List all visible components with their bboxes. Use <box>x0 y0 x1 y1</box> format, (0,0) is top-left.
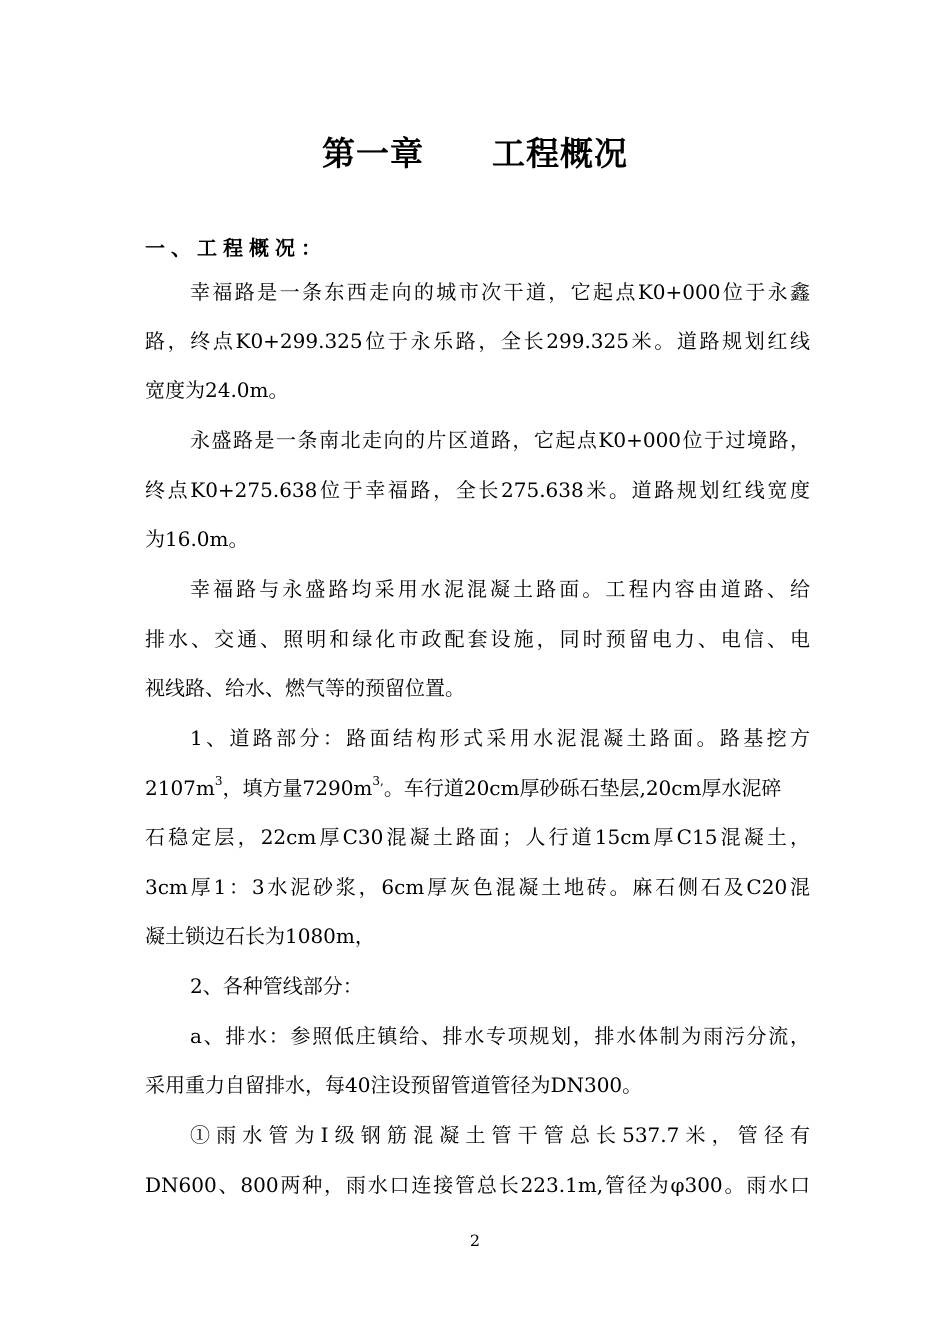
section-heading: 一、工程概况： <box>145 236 327 260</box>
paragraph-line-rest: 。车行道20cm厚砂砾石垫层,20cm厚水泥碎 <box>383 776 782 800</box>
paragraph-line: 永盛路是一条南北走向的片区道路，它起点K0+000位于过境路， <box>190 428 810 452</box>
paragraph-line: 石稳定层，22cm厚C30混凝土路面；人行道15cm厚C15混凝土， <box>145 825 810 849</box>
paragraph-line: 幸福路与永盛路均采用水泥混凝土路面。工程内容由道路、给 <box>190 577 810 601</box>
earthwork-volume-line <box>145 773 810 803</box>
paragraph-line: 1、道路部分：路面结构形式采用水泥混凝土路面。路基挖方 <box>190 726 810 750</box>
cut-volume-exponent: 3 <box>214 774 223 788</box>
paragraph-line: 宽度为24.0m。 <box>145 378 289 402</box>
fill-volume: ，填方量7290m <box>222 776 373 800</box>
paragraph-line: 视线路、给水、燃气等的预留位置。 <box>145 676 465 700</box>
page-number: 2 <box>469 1231 481 1250</box>
fill-volume-exponent: 3, <box>372 774 384 788</box>
cut-volume: 2107m <box>145 776 215 800</box>
paragraph-line: 采用重力自留排水，每40注设预留管道管径为DN300。 <box>145 1073 643 1097</box>
paragraph-line: 幸福路是一条东西走向的城市次干道，它起点K0+000位于永鑫 <box>190 280 810 304</box>
paragraph-line: ①雨水管为Ⅰ级钢筋混凝土管干管总长537.7米，管径有 <box>190 1123 810 1147</box>
paragraph-line: a、排水：参照低庄镇给、排水专项规划，排水体制为雨污分流， <box>190 1024 810 1048</box>
chapter-title: 第一章 工程概况 <box>322 134 628 173</box>
paragraph-line: 路，终点K0+299.325位于永乐路，全长299.325米。道路规划红线 <box>145 329 810 353</box>
paragraph-line: 排水、交通、照明和绿化市政配套设施，同时预留电力、电信、电 <box>145 627 810 651</box>
paragraph-line: DN600、800两种，雨水口连接管总长223.1m,管径为φ300。雨水口 <box>145 1173 810 1197</box>
paragraph-line: 为16.0m。 <box>145 527 249 551</box>
subsection-heading: 2、各种管线部分： <box>190 974 363 998</box>
paragraph-line: 终点K0+275.638位于幸福路，全长275.638米。道路规划红线宽度 <box>145 478 810 502</box>
paragraph-line: 凝土锁边石长为1080m， <box>145 924 375 948</box>
paragraph-line: 3cm厚1：3水泥砂浆，6cm厚灰色混凝土地砖。麻石侧石及C20混 <box>145 875 810 899</box>
